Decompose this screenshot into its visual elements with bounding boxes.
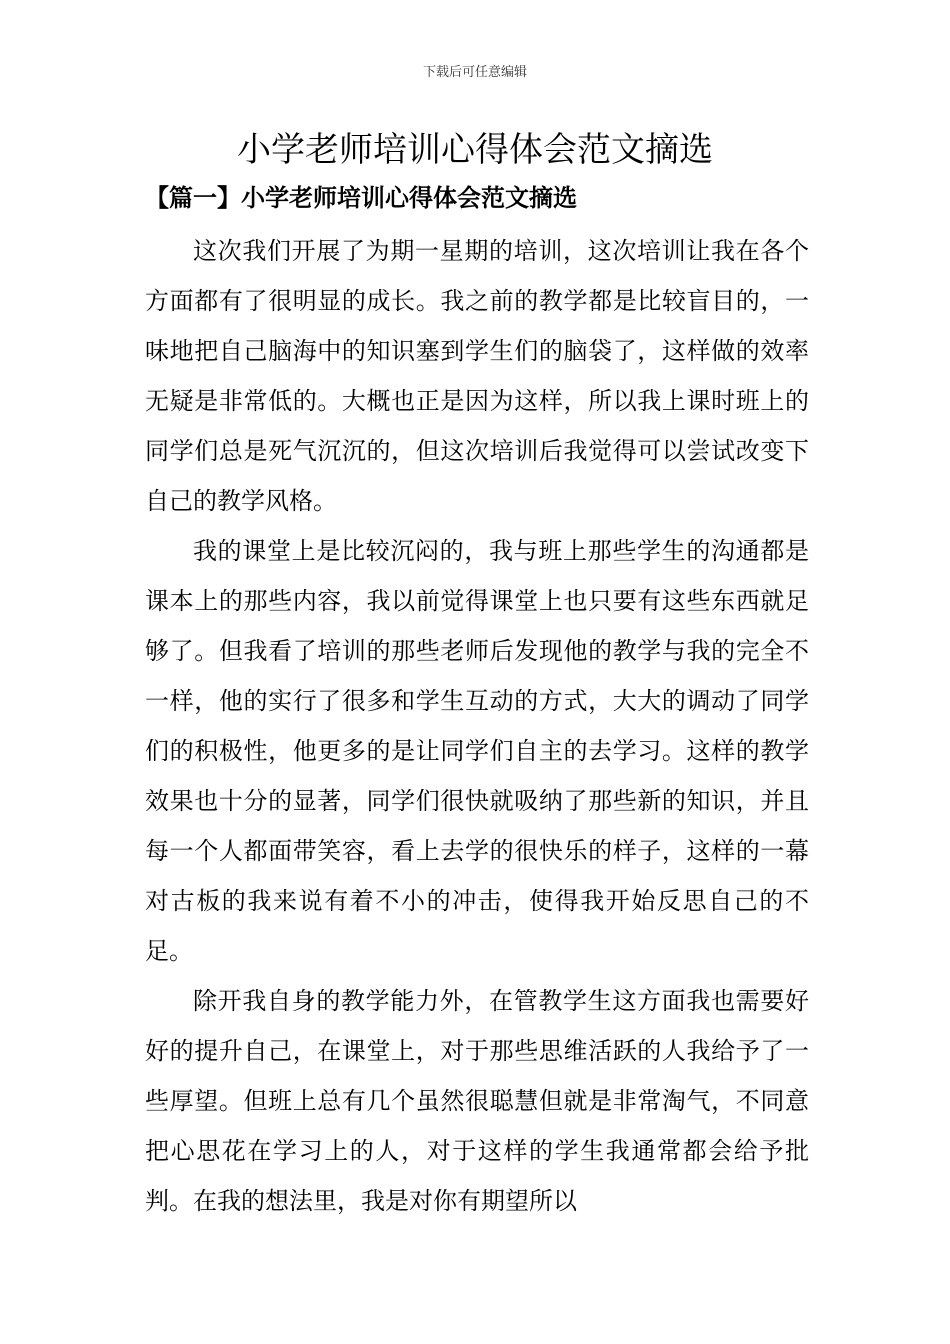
document-body	[145, 226, 809, 1226]
header-note: 下载后可任意编辑	[422, 65, 527, 80]
paragraph-1: 这次我们开展了为期一星期的培训，这次培训让我在各个方面都有了很明显的成长。我之前的教学都是比较盲目的，一味地把自己脑海中的知识塞到学生们的脑袋了，这样做的效率无疑是非常低的。大概也正是因为这样，所以我上课时班上的同学们总是死气沉沉的，但这次培训后我觉得可以尝试改变下自己的教学风格。	[145, 237, 809, 515]
document-title: 小学老师培训心得体会范文摘选	[237, 130, 713, 170]
section-heading: 【篇一】小学老师培训心得体会范文摘选	[145, 183, 577, 212]
paragraph-3: 除开我自身的教学能力外，在管教学生这方面我也需要好好的提升自己，在课堂上，对于那些思维活跃的人我给予了一些厚望。但班上总有几个虽然很聪慧但就是非常淘气，不同意把心思花在学习上的人，对于这样的学生我通常都会给予批判。在我的想法里，我是对你有期望所以	[145, 987, 809, 1215]
paragraph-2: 我的课堂上是比较沉闷的，我与班上那些学生的沟通都是课本上的那些内容，我以前觉得课堂上也只要有这些东西就足够了。但我看了培训的那些老师后发现他的教学与我的完全不一样，他的实行了很多和学生互动的方式，大大的调动了同学们的积极性，他更多的是让同学们自主的去学习。这样的教学效果也十分的显著，同学们很快就吸纳了那些新的知识，并且每一个人都面带笑容，看上去学的很快乐的样子，这样的一幕对古板的我来说有着不小的冲击，使得我开始反思自己的不足。	[145, 537, 809, 965]
